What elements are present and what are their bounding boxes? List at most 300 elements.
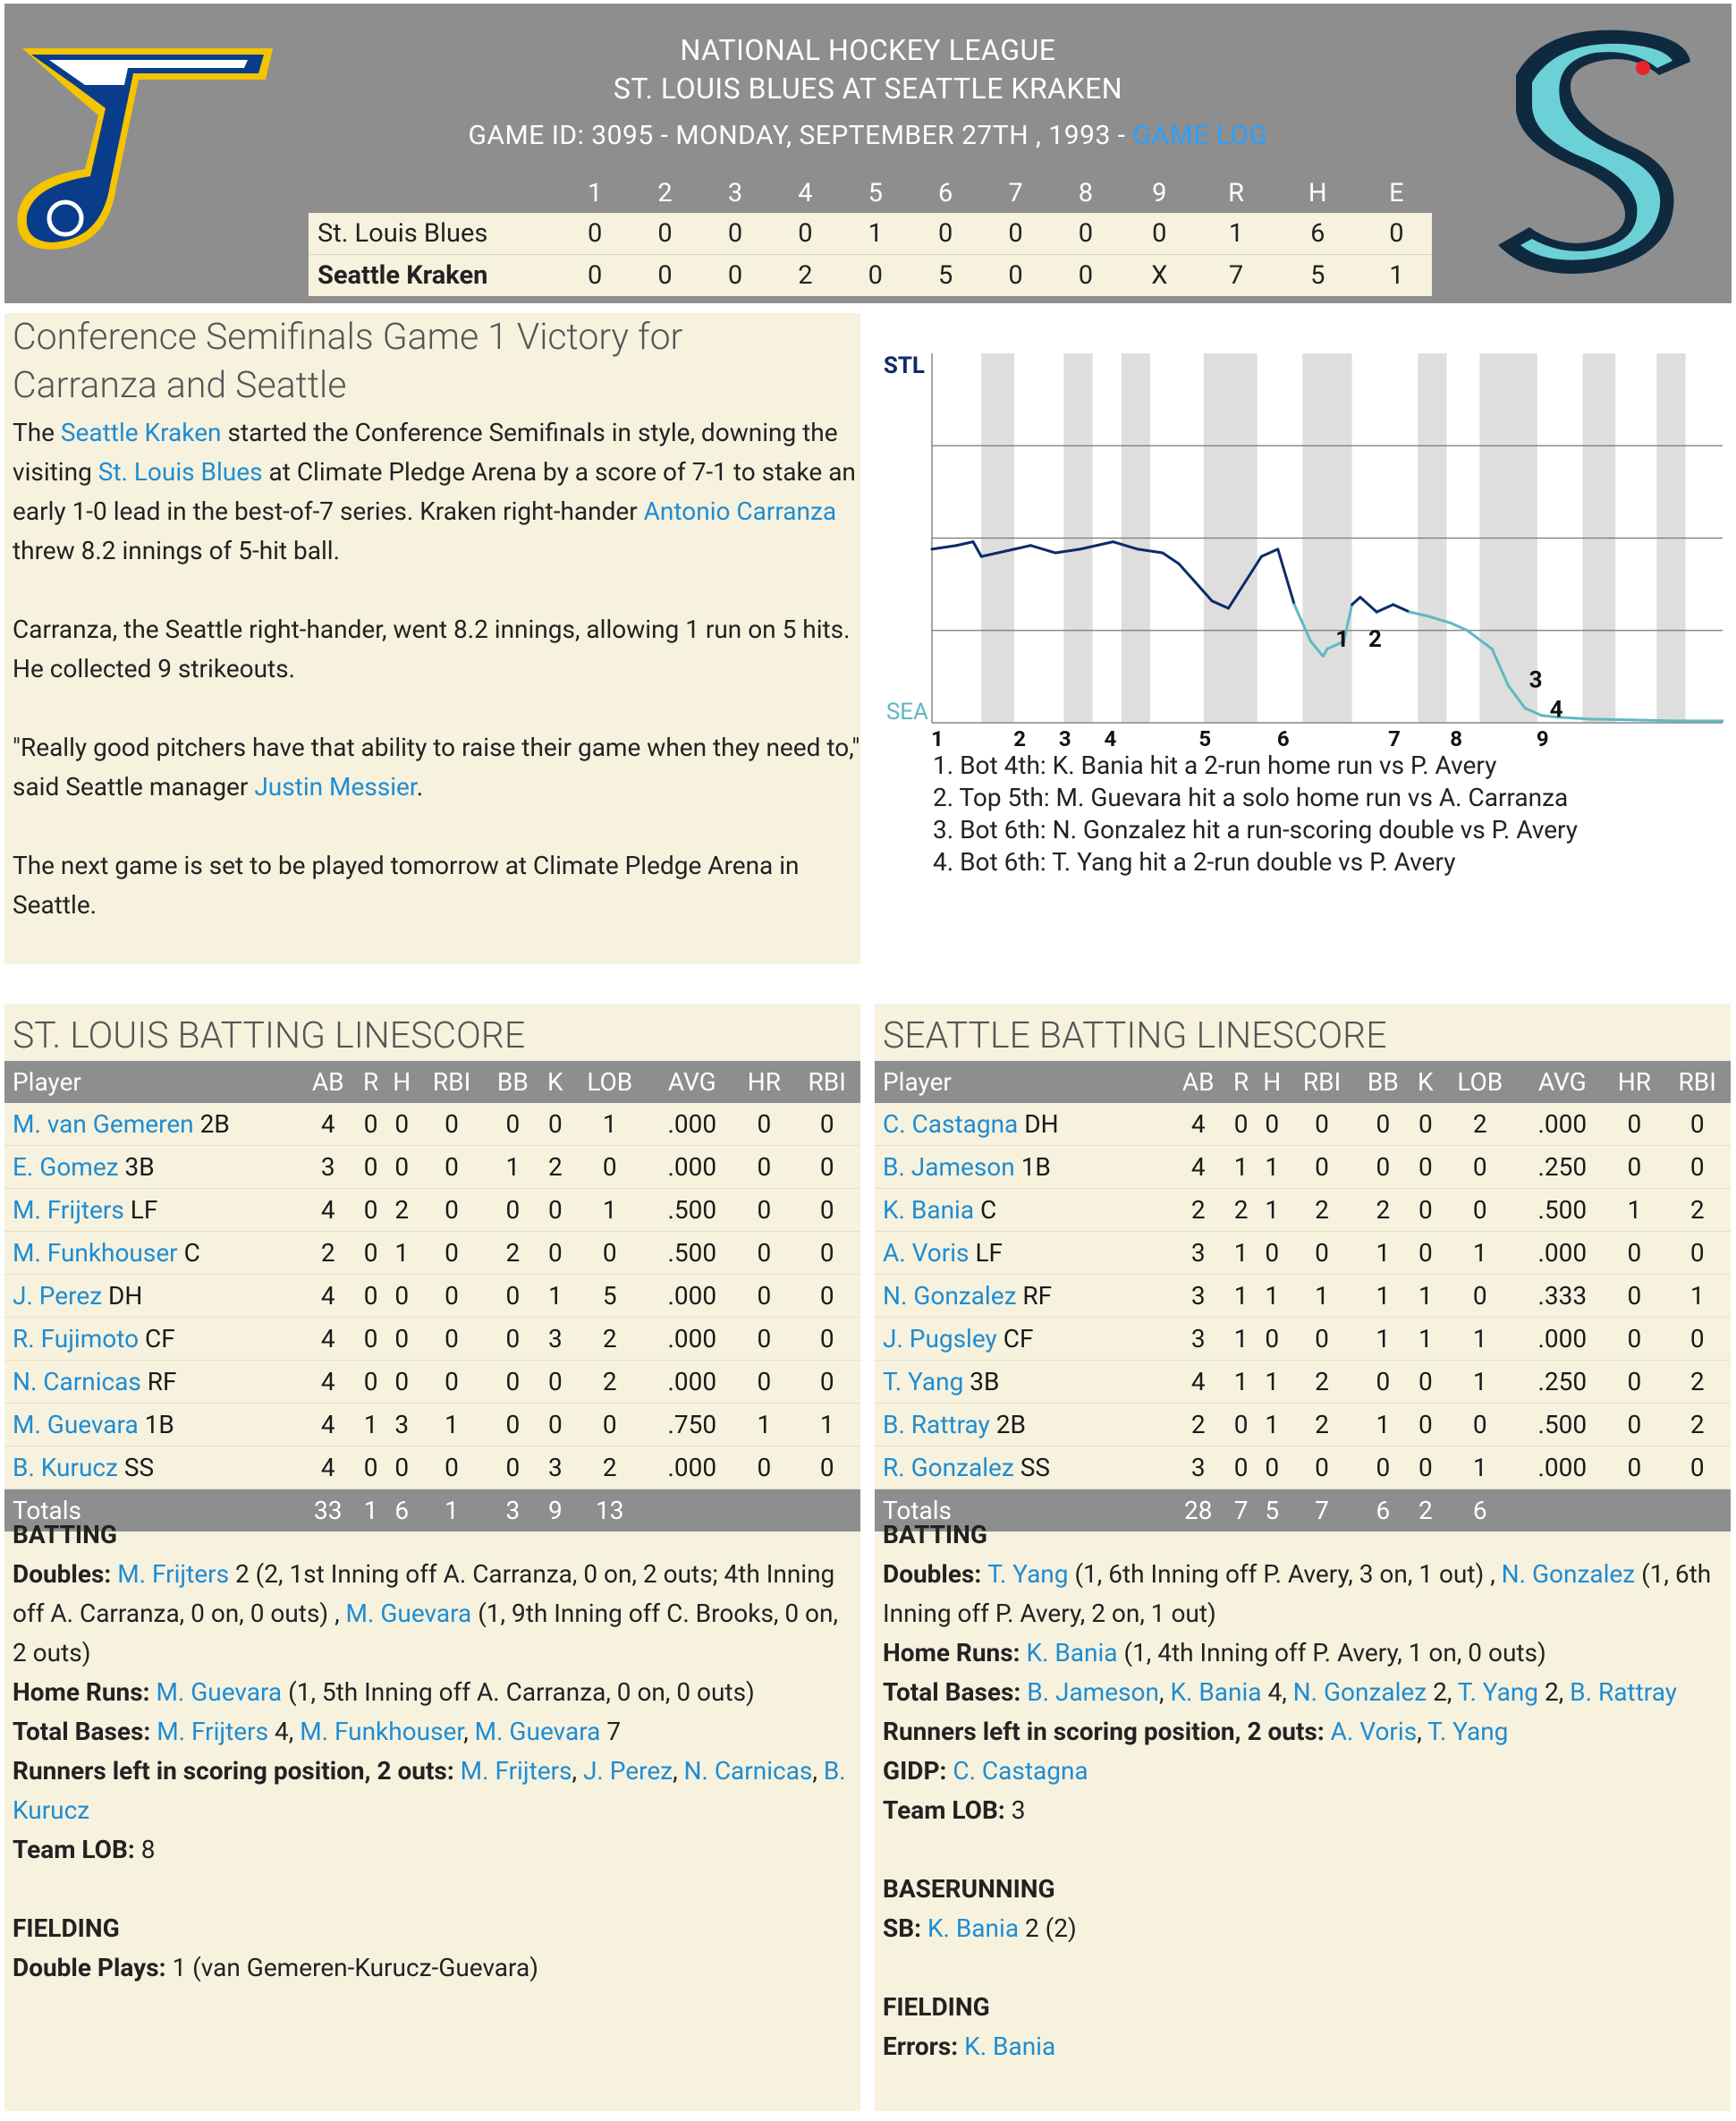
stat-cell: 0 xyxy=(1289,1103,1356,1146)
stat-cell: .250 xyxy=(1520,1361,1605,1404)
stat-cell: 4 xyxy=(300,1103,356,1146)
stat-cell: 1 xyxy=(1226,1275,1255,1318)
note-line xyxy=(13,1948,853,1988)
player-link[interactable]: T. Yang xyxy=(987,1559,1069,1589)
stat-cell: .500 xyxy=(1520,1189,1605,1232)
player-cell xyxy=(4,1103,300,1146)
inning-tick-label: 3 xyxy=(1058,726,1071,751)
section-heading: BATTING xyxy=(13,1520,117,1549)
note-text: (1, 6th Inning off P. Avery, 3 on, 1 out) , xyxy=(1068,1559,1502,1589)
player-position: 1B xyxy=(138,1410,174,1439)
stat-cell: .000 xyxy=(1520,1318,1605,1361)
totals-cell: 3 xyxy=(485,1489,540,1532)
player-link[interactable]: K. Bania xyxy=(1170,1677,1262,1707)
stat-cell: 0 xyxy=(793,1447,860,1489)
stl-batting-notes xyxy=(13,1515,853,1988)
stat-cell: 0 xyxy=(570,1404,649,1447)
stat-cell: 1 xyxy=(1440,1361,1520,1404)
stat-cell: 0 xyxy=(1410,1404,1440,1447)
player-link[interactable]: M. Guevara xyxy=(13,1410,139,1439)
inning-tick-label: 1 xyxy=(931,726,944,751)
player-link[interactable]: M. Funkhouser xyxy=(13,1238,178,1268)
player-link[interactable]: B. Kurucz xyxy=(13,1756,846,1825)
stat-cell: 0 xyxy=(1440,1275,1520,1318)
linescore-cell: 6 xyxy=(1274,213,1361,255)
player-position: C xyxy=(974,1195,997,1225)
note-text: (1, 6th Inning off P. Avery, 2 on, 1 out) xyxy=(883,1559,1712,1628)
linescore-cell: 0 xyxy=(700,213,770,255)
player-cell xyxy=(4,1404,300,1447)
player-position: SS xyxy=(1013,1453,1050,1482)
bottom-team-label: SEA xyxy=(885,699,928,725)
stat-cell: 0 xyxy=(356,1232,385,1275)
stat-cell: 3 xyxy=(385,1404,419,1447)
note-text: 2, xyxy=(1427,1677,1458,1707)
batting-col-header: K xyxy=(1410,1061,1440,1103)
table-row xyxy=(4,1404,860,1447)
table-row xyxy=(875,1189,1731,1232)
linescore-col-header: 1 xyxy=(588,178,603,208)
linescore-cell: 0 xyxy=(560,255,630,297)
note-label: GIDP: xyxy=(883,1756,953,1786)
batting-col-header: RBI xyxy=(419,1061,486,1103)
note-text: 1 (van Gemeren-Kurucz-Guevara) xyxy=(172,1953,538,1982)
table-row xyxy=(875,1361,1731,1404)
stl-batting-title: ST. LOUIS BATTING LINESCORE xyxy=(13,1014,526,1057)
linescore-col-header: 6 xyxy=(937,178,953,208)
stat-cell: 0 xyxy=(1440,1189,1520,1232)
stat-cell: 4 xyxy=(300,1189,356,1232)
linescore-col-header: 5 xyxy=(868,178,883,208)
stat-cell: 0 xyxy=(1605,1404,1664,1447)
stat-cell: 0 xyxy=(419,1103,486,1146)
player-position: RF xyxy=(1016,1281,1053,1311)
note-text: 4, xyxy=(1261,1677,1293,1707)
player-position: SS xyxy=(117,1453,155,1482)
series-line-segment xyxy=(1261,549,1277,556)
stat-cell: .250 xyxy=(1520,1146,1605,1189)
stat-cell: 0 xyxy=(1605,1103,1664,1146)
stat-cell: 3 xyxy=(1170,1447,1226,1489)
player-link[interactable]: M. van Gemeren xyxy=(13,1109,194,1139)
stat-cell: 0 xyxy=(1605,1275,1664,1318)
player-link[interactable]: J. Pugsley xyxy=(883,1324,997,1353)
player-cell xyxy=(4,1318,300,1361)
stat-cell: 2 xyxy=(1289,1361,1356,1404)
stat-cell: 0 xyxy=(356,1318,385,1361)
stat-cell: 0 xyxy=(570,1146,649,1189)
player-link[interactable]: A. Voris xyxy=(1330,1717,1418,1746)
totals-cell: 7 xyxy=(1226,1489,1255,1532)
series-line-segment xyxy=(1352,598,1360,605)
note-label: Double Plays: xyxy=(13,1953,173,1982)
table-row xyxy=(4,1189,860,1232)
note-label: Team LOB: xyxy=(13,1835,141,1864)
game-log-link[interactable]: GAME LOG xyxy=(1132,120,1268,151)
player-cell xyxy=(875,1447,1170,1489)
stat-cell: 1 xyxy=(1355,1275,1410,1318)
section-heading: BASERUNNING xyxy=(883,1874,1055,1904)
stat-cell: 4 xyxy=(300,1361,356,1404)
totals-cell: Totals xyxy=(4,1489,300,1532)
stat-cell: 4 xyxy=(300,1404,356,1447)
note-line xyxy=(883,1752,1723,1791)
linescore-cell: 2 xyxy=(770,255,840,297)
stat-cell: .000 xyxy=(649,1361,734,1404)
table-row xyxy=(4,1232,860,1275)
linescore-col-header: H xyxy=(1308,178,1327,208)
player-link[interactable]: N. Gonzalez xyxy=(883,1281,1017,1311)
stat-cell: 0 xyxy=(419,1146,486,1189)
recap-link[interactable]: Justin Messier xyxy=(254,772,417,802)
stat-cell: 1 xyxy=(1256,1404,1289,1447)
matchup-title: ST. LOUIS BLUES AT SEATTLE KRAKEN xyxy=(613,72,1123,106)
player-position: 2B xyxy=(193,1109,230,1139)
linescore-cell: 0 xyxy=(560,213,630,255)
player-position: C xyxy=(177,1238,200,1268)
linescore-col-header: E xyxy=(1389,178,1404,208)
player-position: LF xyxy=(123,1195,158,1225)
stat-cell: .500 xyxy=(649,1189,734,1232)
stat-cell: 2 xyxy=(570,1361,649,1404)
stat-cell: 0 xyxy=(356,1189,385,1232)
stat-cell: 1 xyxy=(1410,1275,1440,1318)
note-text: , xyxy=(812,1756,824,1786)
stat-cell: 0 xyxy=(419,1447,486,1489)
linescore-cell: 1 xyxy=(1361,255,1432,297)
note-label: SB: xyxy=(883,1913,927,1943)
stat-cell: .000 xyxy=(649,1318,734,1361)
linescore-cell: 1 xyxy=(841,213,910,255)
inning-tick-label: 9 xyxy=(1536,726,1549,751)
linescore-cell: 0 xyxy=(700,255,770,297)
player-position: CF xyxy=(139,1324,175,1353)
stat-cell: 0 xyxy=(1410,1232,1440,1275)
player-link[interactable]: K. Bania xyxy=(1026,1638,1118,1667)
chart-note: 3. Bot 6th: N. Gonzalez hit a run-scoring double vs P. Avery xyxy=(933,815,1579,844)
stat-cell: 0 xyxy=(485,1404,540,1447)
stat-cell: 0 xyxy=(356,1103,385,1146)
stat-cell: 3 xyxy=(300,1146,356,1189)
note-label: Team LOB: xyxy=(883,1795,1012,1825)
note-text: 7 xyxy=(600,1717,622,1746)
note-line xyxy=(13,1752,853,1830)
stat-cell: 0 xyxy=(1355,1447,1410,1489)
stat-cell: 0 xyxy=(356,1447,385,1489)
totals-cell: 6 xyxy=(1355,1489,1410,1532)
player-link[interactable]: M. Funkhouser xyxy=(300,1717,464,1746)
player-link[interactable]: B. Jameson xyxy=(883,1152,1015,1182)
note-text: , xyxy=(463,1717,475,1746)
note-text: , xyxy=(673,1756,684,1786)
table-row xyxy=(875,1103,1731,1146)
stat-cell: .000 xyxy=(649,1146,734,1189)
linescore-cell: 0 xyxy=(841,255,910,297)
linescore-team: Seattle Kraken xyxy=(309,255,560,297)
player-link[interactable]: J. Perez xyxy=(13,1281,103,1311)
stat-cell: .750 xyxy=(649,1404,734,1447)
kraken-s-logo xyxy=(1489,21,1695,281)
player-link[interactable]: M. Frijters xyxy=(13,1195,124,1225)
sea-batting-title: SEATTLE BATTING LINESCORE xyxy=(883,1014,1387,1057)
stat-cell: .000 xyxy=(649,1447,734,1489)
stat-cell: 0 xyxy=(1410,1146,1440,1189)
spacer xyxy=(883,1948,1723,1988)
stat-cell: 0 xyxy=(1355,1361,1410,1404)
note-text: 2 (2, 1st Inning off A. Carranza, 0 on, 2 outs; 4th Inning off A. Carranza, 0 on, 0 outs) , xyxy=(13,1559,835,1628)
stat-cell: 0 xyxy=(1410,1189,1440,1232)
stat-cell: 0 xyxy=(793,1318,860,1361)
chart-note: 4. Bot 6th: T. Yang hit a 2-run double vs P. Avery xyxy=(933,847,1456,877)
player-link[interactable]: B. Rattray xyxy=(1570,1677,1677,1707)
player-position: DH xyxy=(102,1281,143,1311)
recap-text: "Really good pitchers have that ability to raise their game when they need to," said Seattle manager xyxy=(13,733,860,802)
stat-cell: 0 xyxy=(540,1232,570,1275)
batting-col-header: RBI xyxy=(793,1061,860,1103)
stat-cell: 0 xyxy=(1226,1103,1255,1146)
stat-cell: 2 xyxy=(540,1146,570,1189)
batting-header-row xyxy=(875,1061,1731,1103)
series-line-segment xyxy=(1376,605,1393,612)
player-link[interactable]: T. Yang xyxy=(1427,1717,1509,1746)
stat-cell: 2 xyxy=(1170,1189,1226,1232)
stat-cell: 2 xyxy=(485,1232,540,1275)
note-line xyxy=(883,1791,1723,1830)
linescore-cell: 0 xyxy=(980,213,1050,255)
spacer xyxy=(883,1830,1723,1870)
player-link[interactable]: C. Castagna xyxy=(883,1109,1019,1139)
stat-cell: 0 xyxy=(734,1318,793,1361)
batting-col-header: RBI xyxy=(1289,1061,1356,1103)
recap-text: . xyxy=(416,772,424,802)
stl-batting-panel xyxy=(4,1004,860,2111)
player-link[interactable]: B. Rattray xyxy=(883,1410,990,1439)
batting-col-header: R xyxy=(356,1061,385,1103)
player-position: CF xyxy=(996,1324,1034,1353)
stat-cell: 3 xyxy=(540,1447,570,1489)
stat-cell: 3 xyxy=(1170,1318,1226,1361)
player-link[interactable]: T. Yang xyxy=(883,1367,964,1396)
series-line-segment xyxy=(1360,598,1376,613)
stat-cell: .000 xyxy=(649,1103,734,1146)
table-row xyxy=(4,1318,860,1361)
stat-cell: 0 xyxy=(1289,1447,1356,1489)
player-link[interactable]: K. Bania xyxy=(883,1195,975,1225)
note-label: Home Runs: xyxy=(883,1638,1027,1667)
stat-cell: 2 xyxy=(1664,1189,1731,1232)
stat-cell: 0 xyxy=(793,1103,860,1146)
player-link[interactable]: J. Perez xyxy=(582,1756,673,1786)
note-line xyxy=(883,1712,1723,1752)
inning-tick-label: 5 xyxy=(1198,726,1212,751)
stat-cell: 1 xyxy=(1440,1232,1520,1275)
totals-cell: 6 xyxy=(385,1489,419,1532)
stat-cell: 0 xyxy=(485,1275,540,1318)
note-text: (1, 4th Inning off P. Avery, 1 on, 0 outs) xyxy=(1117,1638,1546,1667)
stat-cell: 1 xyxy=(1440,1447,1520,1489)
table-row xyxy=(4,1146,860,1189)
recap-text: Carranza, the Seattle right-hander, went 8.2 innings, allowing 1 run on 5 hits. He collected 9 strikeouts. xyxy=(13,615,851,683)
player-link[interactable]: N. Carnicas xyxy=(683,1756,813,1786)
note-text: , xyxy=(1417,1717,1428,1746)
inning-tick-label: 2 xyxy=(1013,726,1026,751)
stat-cell: 0 xyxy=(385,1146,419,1189)
player-link[interactable]: E. Gomez xyxy=(13,1152,119,1182)
stat-cell: 0 xyxy=(734,1275,793,1318)
recap-link[interactable]: Seattle Kraken xyxy=(60,418,222,447)
linescore-team: St. Louis Blues xyxy=(309,213,560,255)
table-row xyxy=(875,1275,1731,1318)
series-line-segment xyxy=(1278,549,1294,605)
player-link[interactable]: A. Voris xyxy=(883,1238,970,1268)
stat-cell: 0 xyxy=(1664,1232,1731,1275)
inning-tick-label: 7 xyxy=(1388,726,1401,751)
stat-cell: 4 xyxy=(1170,1146,1226,1189)
stat-cell: .000 xyxy=(649,1275,734,1318)
stat-cell: 4 xyxy=(300,1275,356,1318)
linescore-cell: 5 xyxy=(910,255,980,297)
note-line xyxy=(13,1673,853,1712)
sea-batting-table xyxy=(875,1061,1731,1531)
stat-cell: 1 xyxy=(1226,1361,1255,1404)
game-info xyxy=(4,120,1732,151)
stat-cell: 0 xyxy=(385,1103,419,1146)
stat-cell: 1 xyxy=(1256,1146,1289,1189)
stat-cell: 3 xyxy=(1170,1232,1226,1275)
player-link[interactable]: N. Carnicas xyxy=(13,1367,141,1396)
linescore-cell: 7 xyxy=(1198,255,1274,297)
recap-text: threw 8.2 innings of 5-hit ball. xyxy=(13,536,340,565)
recap-text: at Climate Pledge Arena by a score of 7-1 to stake an early 1-0 lead in the best-of-7 series. Kraken right-hander xyxy=(13,457,856,526)
recap-link[interactable]: Antonio Carranza xyxy=(643,496,837,526)
stat-cell: 0 xyxy=(1410,1103,1440,1146)
player-cell xyxy=(875,1361,1170,1404)
inning-tick-label: 6 xyxy=(1276,726,1290,751)
player-link[interactable]: K. Bania xyxy=(964,2032,1056,2061)
note-label: Doubles: xyxy=(13,1559,118,1589)
player-link[interactable]: M. Frijters xyxy=(460,1756,572,1786)
totals-cell: 1 xyxy=(419,1489,486,1532)
note-line xyxy=(883,1909,1723,1948)
stat-cell: 3 xyxy=(1170,1275,1226,1318)
linescore-col-header: 9 xyxy=(1152,178,1167,208)
series-line-segment xyxy=(1451,623,1467,630)
recap-headline: Conference Semifinals Game 1 Victory for Carranza and Seattle xyxy=(13,316,683,407)
linescore-col-header: 3 xyxy=(727,178,743,208)
stat-cell: 0 xyxy=(734,1189,793,1232)
note-label: Errors: xyxy=(883,2032,965,2061)
stat-cell: 0 xyxy=(734,1232,793,1275)
player-link[interactable]: R. Fujimoto xyxy=(13,1324,140,1353)
player-cell xyxy=(875,1146,1170,1189)
player-link[interactable]: M. Guevara xyxy=(345,1599,472,1628)
stat-cell: 1 xyxy=(1355,1232,1410,1275)
stat-cell: 2 xyxy=(1289,1404,1356,1447)
stat-cell: 1 xyxy=(1256,1189,1289,1232)
recap-body xyxy=(13,413,862,964)
stat-cell: .000 xyxy=(1520,1447,1605,1489)
note-text: 2, xyxy=(1538,1677,1571,1707)
stat-cell: 0 xyxy=(734,1361,793,1404)
player-link[interactable]: R. Gonzalez xyxy=(883,1453,1014,1482)
stat-cell: 0 xyxy=(485,1447,540,1489)
section-heading: FIELDING xyxy=(883,1992,990,2022)
player-cell xyxy=(875,1318,1170,1361)
linescore-col-header: 7 xyxy=(1008,178,1023,208)
batting-col-header: HR xyxy=(734,1061,793,1103)
stat-cell: .000 xyxy=(1520,1232,1605,1275)
series-line-segment xyxy=(1591,719,1632,720)
player-link[interactable]: B. Kurucz xyxy=(13,1453,118,1482)
stat-cell: 4 xyxy=(300,1447,356,1489)
player-link[interactable]: K. Bania xyxy=(927,1913,1020,1943)
player-link[interactable]: M. Frijters xyxy=(117,1559,230,1589)
player-link[interactable]: T. Yang xyxy=(1457,1677,1539,1707)
game-header xyxy=(4,4,1732,303)
batting-col-header: RBI xyxy=(1664,1061,1731,1103)
stat-cell: 2 xyxy=(1664,1361,1731,1404)
stat-cell: 0 xyxy=(1289,1146,1356,1189)
table-row xyxy=(875,1404,1731,1447)
stat-cell: 1 xyxy=(570,1103,649,1146)
player-link[interactable]: B. Jameson xyxy=(1027,1677,1159,1707)
stat-cell: 1 xyxy=(485,1146,540,1189)
series-line-segment xyxy=(1179,564,1195,582)
linescore-cell: 0 xyxy=(1121,213,1198,255)
stat-cell: 0 xyxy=(540,1189,570,1232)
chart-notes xyxy=(933,750,1578,878)
batting-col-header: BB xyxy=(1355,1061,1410,1103)
stat-cell: 1 xyxy=(1289,1275,1356,1318)
recap-link[interactable]: St. Louis Blues xyxy=(97,457,263,487)
player-link[interactable]: N. Gonzalez xyxy=(1501,1559,1636,1589)
stat-cell: .000 xyxy=(1520,1103,1605,1146)
player-link[interactable]: M. Frijters xyxy=(157,1717,269,1746)
stat-cell: 1 xyxy=(1355,1318,1410,1361)
note-label: Home Runs: xyxy=(13,1677,157,1707)
player-cell xyxy=(4,1189,300,1232)
player-link[interactable]: M. Guevara xyxy=(156,1677,283,1707)
note-text: , xyxy=(572,1756,583,1786)
linescore-col-header: 4 xyxy=(798,178,813,208)
stat-cell: 0 xyxy=(385,1318,419,1361)
note-line xyxy=(883,1555,1723,1633)
stat-cell: 2 xyxy=(1664,1404,1731,1447)
note-text: (1, 5th Inning off A. Carranza, 0 on, 0 outs) xyxy=(282,1677,755,1707)
stat-cell: 0 xyxy=(793,1275,860,1318)
stat-cell: 0 xyxy=(570,1232,649,1275)
stat-cell: 2 xyxy=(1289,1189,1356,1232)
player-link[interactable]: N. Gonzalez xyxy=(1292,1677,1427,1707)
batting-col-header: H xyxy=(385,1061,419,1103)
stat-cell: 0 xyxy=(1289,1232,1356,1275)
chart-note: 1. Bot 4th: K. Bania hit a 2-run home run vs P. Avery xyxy=(933,751,1497,780)
stat-cell: 0 xyxy=(1664,1318,1731,1361)
stat-cell: 0 xyxy=(1289,1318,1356,1361)
batting-col-header: LOB xyxy=(570,1061,649,1103)
batting-col-header: LOB xyxy=(1440,1061,1520,1103)
chart-note: 2. Top 5th: M. Guevara hit a solo home run vs A. Carranza xyxy=(933,783,1569,812)
stat-cell: 4 xyxy=(300,1318,356,1361)
player-cell xyxy=(875,1189,1170,1232)
player-link[interactable]: M. Guevara xyxy=(474,1717,601,1746)
player-link[interactable]: C. Castagna xyxy=(953,1756,1088,1786)
stat-cell: 0 xyxy=(1256,1103,1289,1146)
series-line-segment xyxy=(1097,542,1113,546)
totals-cell: 33 xyxy=(300,1489,356,1532)
batting-col-header: AVG xyxy=(1520,1061,1605,1103)
batting-header-row xyxy=(4,1061,860,1103)
